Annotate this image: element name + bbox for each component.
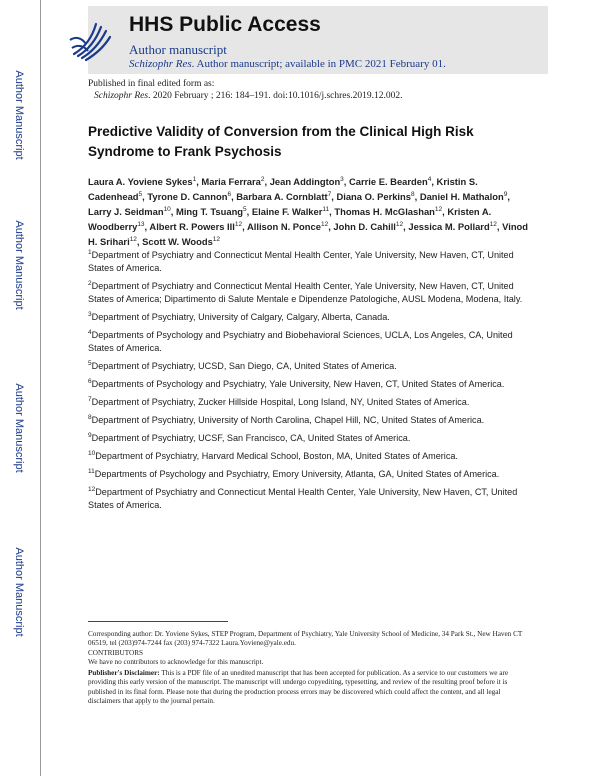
publisher-disclaimer	[88, 669, 528, 706]
author-manuscript-label: Author manuscript	[129, 42, 227, 57]
author-affiliation-marker: 9	[503, 190, 508, 198]
author-affiliation-marker: 12	[234, 220, 243, 228]
citation-journal: Schizophr Res	[94, 91, 149, 101]
affiliation-number: 7	[88, 395, 92, 403]
affiliation-list	[88, 249, 528, 517]
author-affiliation-marker: 6	[227, 190, 232, 198]
author-affiliation-marker: 12	[489, 220, 497, 228]
author-name: Barbara A. Cornblatt	[236, 191, 328, 202]
author-affiliation-marker: 8	[410, 190, 415, 198]
affiliation-number: 5	[88, 359, 92, 367]
affiliation-item	[88, 280, 528, 306]
affiliation-text: Department of Psychiatry, Harvard Medical School, Boston, MA, United States of America.	[95, 451, 458, 461]
affiliation-text: Departments of Psychology and Psychiatry and Biobehavioral Sciences, UCLA, Los Angeles, CA, United States of America.	[88, 330, 513, 353]
author-affiliation-marker: 2	[260, 175, 265, 183]
affiliation-text: Department of Psychiatry, UCSF, San Francisco, CA, United States of America.	[91, 433, 411, 443]
affiliation-text: Departments of Psychology and Psychiatry, Emory University, Atlanta, GA, United States of America.	[94, 469, 500, 479]
affiliation-number: 6	[88, 377, 92, 385]
affiliation-number: 1	[88, 248, 92, 256]
corresponding-author: Corresponding author: Dr. Yoviene Sykes, STEP Program, Department of Psychiatry, Yale University School of Medicine, 34 Park St., New Haven CT 06519, tel (203)974-7244 fax (203) 974-7322 Laura.Yoviene@yale.edu.	[88, 630, 523, 648]
availability-line	[129, 58, 446, 70]
affiliation-number: 12	[88, 485, 96, 493]
author-list: Laura A. Yoviene Sykes$^1$, Maria Ferrara$^2$, Jean Addington$^3$, Carrie E. Bearden$^4$, Kristin S. Cadenhead$^5$, Tyrone D. Cannon$^6$, Barbara A. Cornblatt$^7$, Diana O. Perkins$^8$, Daniel H. Mathalon$^9$, Larry J. Seidman$^{10}$, Ming T. Tsuang$^5$, Elaine F. Walker$^{11}$, Thomas H. McGlashan$^{12}$, Kristen A. Woodberry$^{13}$, Albert R. Powers III$^{12}$, Allison N. Ponce$^{12}$, John D. Cahill$^{12}$, Jessica M. Pollard$^{12}$, Vinod H. Srihari$^{12}$, Scott W. Woods$^{12}$	[88, 175, 528, 247]
affiliation-item	[88, 249, 528, 275]
author-affiliation-marker: 12	[395, 220, 404, 228]
published-label: Published in final edited form as:	[88, 79, 215, 89]
author-affiliation-marker: 13	[137, 220, 145, 228]
author-name: Elaine F. Walker	[251, 206, 323, 217]
affiliation-item	[88, 486, 528, 512]
affiliation-item	[88, 450, 528, 463]
author-affiliation-marker: 5	[243, 205, 247, 213]
footnotes	[88, 630, 528, 706]
journal-abbrev: Schizophr Res	[129, 58, 192, 70]
affiliation-text: Department of Psychiatry, University of Calgary, Calgary, Alberta, Canada.	[91, 312, 390, 322]
affiliation-item	[88, 378, 528, 391]
author-name: Vinod H. Srihari	[88, 221, 528, 247]
author-name: Ming T. Tsuang	[176, 206, 244, 217]
affiliation-number: 10	[88, 449, 96, 457]
author-name: Scott W. Woods	[142, 236, 213, 247]
disclaimer-text: This is a PDF file of an unedited manuscript that has been accepted for publication. As a service to our customers we are providing this early version of the manuscript. The manuscript will undergo copyediting, typesetting, and review of the resulting proof before it is published in its final form. Please note that during the production process errors may be discovered which could affect the content, and all legal disclaimers that apply to the journal pertain.	[88, 669, 509, 706]
affiliation-item	[88, 360, 528, 373]
author-manuscript-sidebar: Author Manuscript Author Manuscript Author Manuscript Author Manuscript	[13, 70, 25, 637]
citation-text: . 2020 February ; 216: 184–191. doi:10.1016/j.schres.2019.12.002.	[148, 91, 403, 101]
author-affiliation-marker: 11	[322, 205, 330, 213]
affiliation-number: 8	[88, 413, 92, 421]
affiliation-number: 3	[88, 310, 92, 318]
author-affiliation-marker: 12	[320, 220, 329, 228]
author-name: Larry J. Seidman	[88, 206, 164, 217]
disclaimer-label: Publisher's Disclaimer:	[88, 669, 160, 678]
hhs-public-access-title: HHS Public Access	[129, 13, 321, 36]
author-name: Kristen A. Woodberry	[88, 206, 492, 232]
affiliation-text: Department of Psychiatry and Connecticut Mental Health Center, Yale University, New Haven, CT, United States of America; Dipartimento di Salute Mentale e Dipendenze Patologiche, AUSL Modena, Modena, Italy.	[88, 281, 523, 304]
affiliation-text: Department of Psychiatry and Connecticut Mental Health Center, Yale University, New Haven, CT, United States of America.	[88, 250, 514, 273]
affiliation-text: Departments of Psychology and Psychiatry, Yale University, New Haven, CT, United States of America.	[91, 379, 505, 389]
author-name: John D. Cahill	[333, 221, 396, 232]
author-name: Albert R. Powers III	[149, 221, 235, 232]
affiliation-item	[88, 329, 528, 355]
author-affiliation-marker: 1	[192, 175, 197, 183]
publication-info	[88, 78, 402, 102]
availability-text: . Author manuscript; available in PMC 2021 February 01.	[191, 58, 446, 70]
author-name: Maria Ferrara	[201, 176, 261, 187]
author-affiliation-marker: 12	[212, 235, 221, 243]
affiliation-item	[88, 311, 528, 324]
affiliation-item	[88, 468, 528, 481]
affiliation-number: 2	[88, 279, 92, 287]
author-name: Thomas H. McGlashan	[334, 206, 435, 217]
author-name: Tyrone D. Cannon	[147, 191, 228, 202]
author-name: Kristin S. Cadenhead	[88, 176, 478, 202]
article-title: Predictive Validity of Conversion from the Clinical High Risk Syndrome to Frank Psychosis	[88, 124, 474, 159]
author-name: Jessica M. Pollard	[408, 221, 490, 232]
author-affiliation-marker: 12	[434, 205, 443, 213]
author-name: Allison N. Ponce	[246, 221, 321, 232]
affiliation-number: 9	[88, 431, 92, 439]
affiliation-text: Department of Psychiatry and Connecticut Mental Health Center, Yale University, New Haven, CT, United States of America.	[88, 487, 518, 510]
citation	[88, 90, 402, 102]
affiliation-text: Department of Psychiatry, UCSD, San Diego, CA, United States of America.	[91, 361, 397, 371]
affiliation-number: 11	[88, 467, 95, 475]
hhs-eagle-logo-icon	[66, 10, 114, 64]
footnote-rule	[88, 621, 228, 622]
author-name: Daniel H. Mathalon	[419, 191, 504, 202]
author-affiliation-marker: 10	[163, 205, 171, 213]
author-affiliation-marker: 3	[340, 175, 344, 183]
author-name: Laura A. Yoviene Sykes	[88, 176, 193, 187]
affiliation-text: Department of Psychiatry, University of North Carolina, Chapel Hill, NC, United States of America.	[91, 415, 485, 425]
contributors-heading: CONTRIBUTORS	[88, 648, 143, 657]
author-affiliation-marker: 7	[327, 190, 332, 198]
affiliation-number: 4	[88, 328, 92, 336]
contributors-text: We have no contributors to acknowledge for this manuscript.	[88, 657, 264, 666]
affiliation-item	[88, 414, 528, 427]
affiliation-item	[88, 432, 528, 445]
author-affiliation-marker: 4	[427, 175, 432, 183]
affiliation-text: Department of Psychiatry, Zucker Hillside Hospital, Long Island, NY, United States of America.	[91, 397, 470, 407]
author-affiliation-marker: 5	[138, 190, 143, 198]
author-name: Jean Addington	[269, 176, 341, 187]
affiliation-item	[88, 396, 528, 409]
sidebar-divider	[40, 0, 41, 776]
author-affiliation-marker: 12	[129, 235, 137, 243]
author-name: Diana O. Perkins	[336, 191, 411, 202]
author-name: Carrie E. Bearden	[349, 176, 428, 187]
